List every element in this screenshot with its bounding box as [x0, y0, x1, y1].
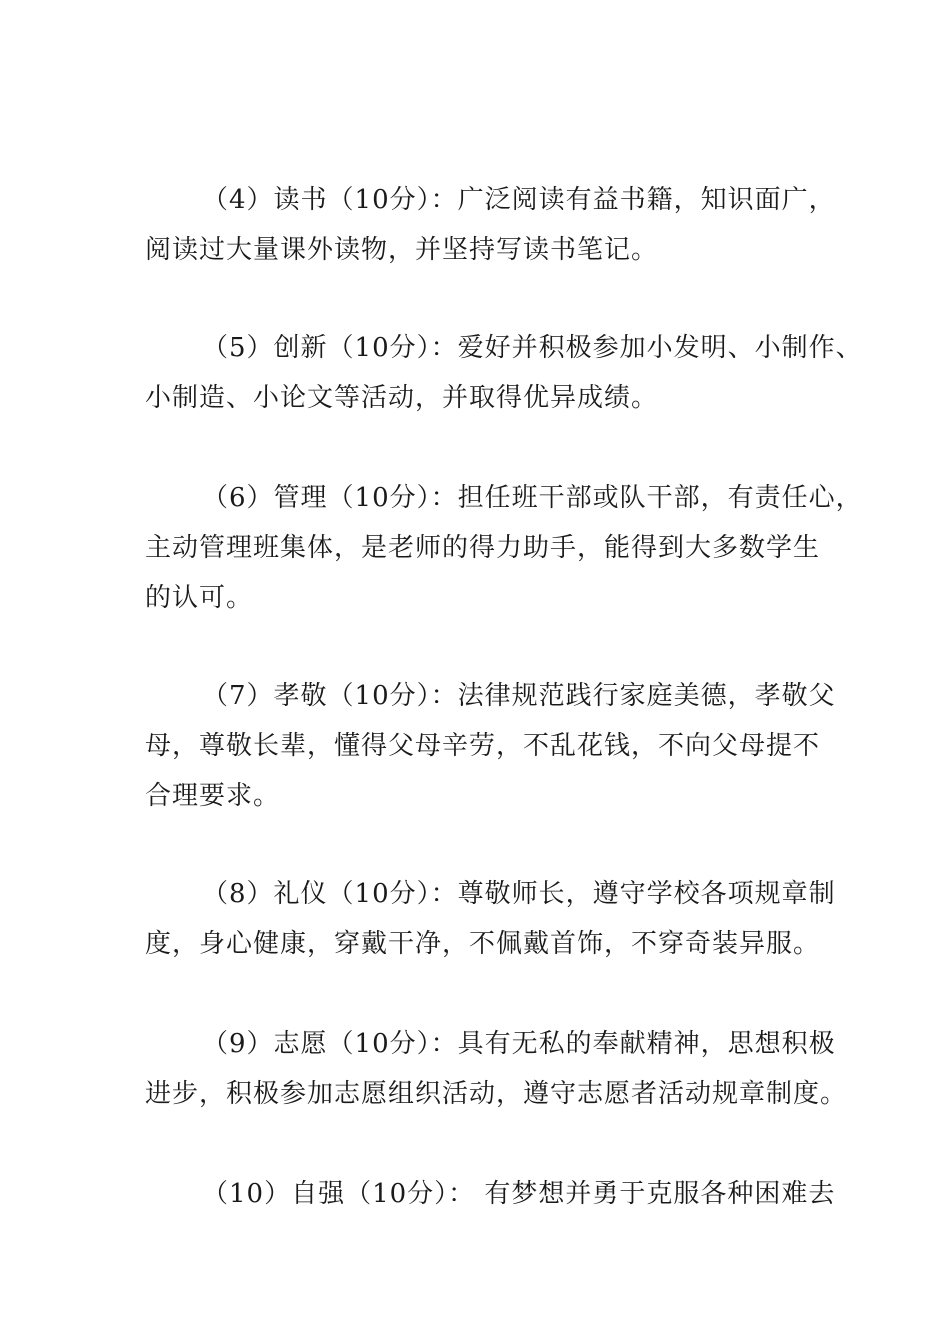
- paragraph-line: （7）孝敬（10分）：法律规范践行家庭美德，孝敬父: [202, 681, 836, 711]
- paragraph-etiquette: [145, 869, 836, 969]
- paragraph-management: [145, 473, 863, 623]
- paragraph-line: 小制造、小论文等活动，并取得优异成绩。: [145, 383, 659, 413]
- paragraph-filial-piety: [145, 671, 836, 821]
- paragraph-line: （5）创新（10分）：爱好并积极参加小发明、小制作、: [202, 333, 863, 363]
- paragraph-line: 进步，积极参加志愿组织活动，遵守志愿者活动规章制度。: [145, 1079, 848, 1109]
- paragraph-line: 度，身心健康，穿戴干净，不佩戴首饰，不穿奇装异服。: [145, 929, 821, 959]
- paragraph-line: （9）志愿（10分）：具有无私的奉献精神，思想积极: [202, 1029, 836, 1059]
- paragraph-self-improvement: [145, 1169, 836, 1219]
- paragraph-line: 母，尊敬长辈，懂得父母辛劳，不乱花钱，不向父母提不: [145, 731, 821, 761]
- paragraph-volunteering: [145, 1019, 848, 1119]
- paragraph-line: 阅读过大量课外读物，并坚持写读书笔记。: [145, 235, 659, 265]
- paragraph-line: 主动管理班集体，是老师的得力助手，能得到大多数学生: [145, 533, 821, 563]
- paragraph-line: （10）自强（10分）： 有梦想并勇于克服各种困难去: [202, 1179, 836, 1209]
- paragraph-line: （4）读书（10分）：广泛阅读有益书籍，知识面广，: [202, 185, 836, 215]
- paragraph-line: 合理要求。: [145, 781, 281, 811]
- paragraph-innovation: [145, 323, 863, 423]
- paragraph-reading: [145, 175, 836, 275]
- paragraph-line: （6）管理（10分）：担任班干部或队干部，有责任心，: [202, 483, 863, 513]
- paragraph-line: 的认可。: [145, 583, 254, 613]
- paragraph-line: （8）礼仪（10分）：尊敬师长，遵守学校各项规章制: [202, 879, 836, 909]
